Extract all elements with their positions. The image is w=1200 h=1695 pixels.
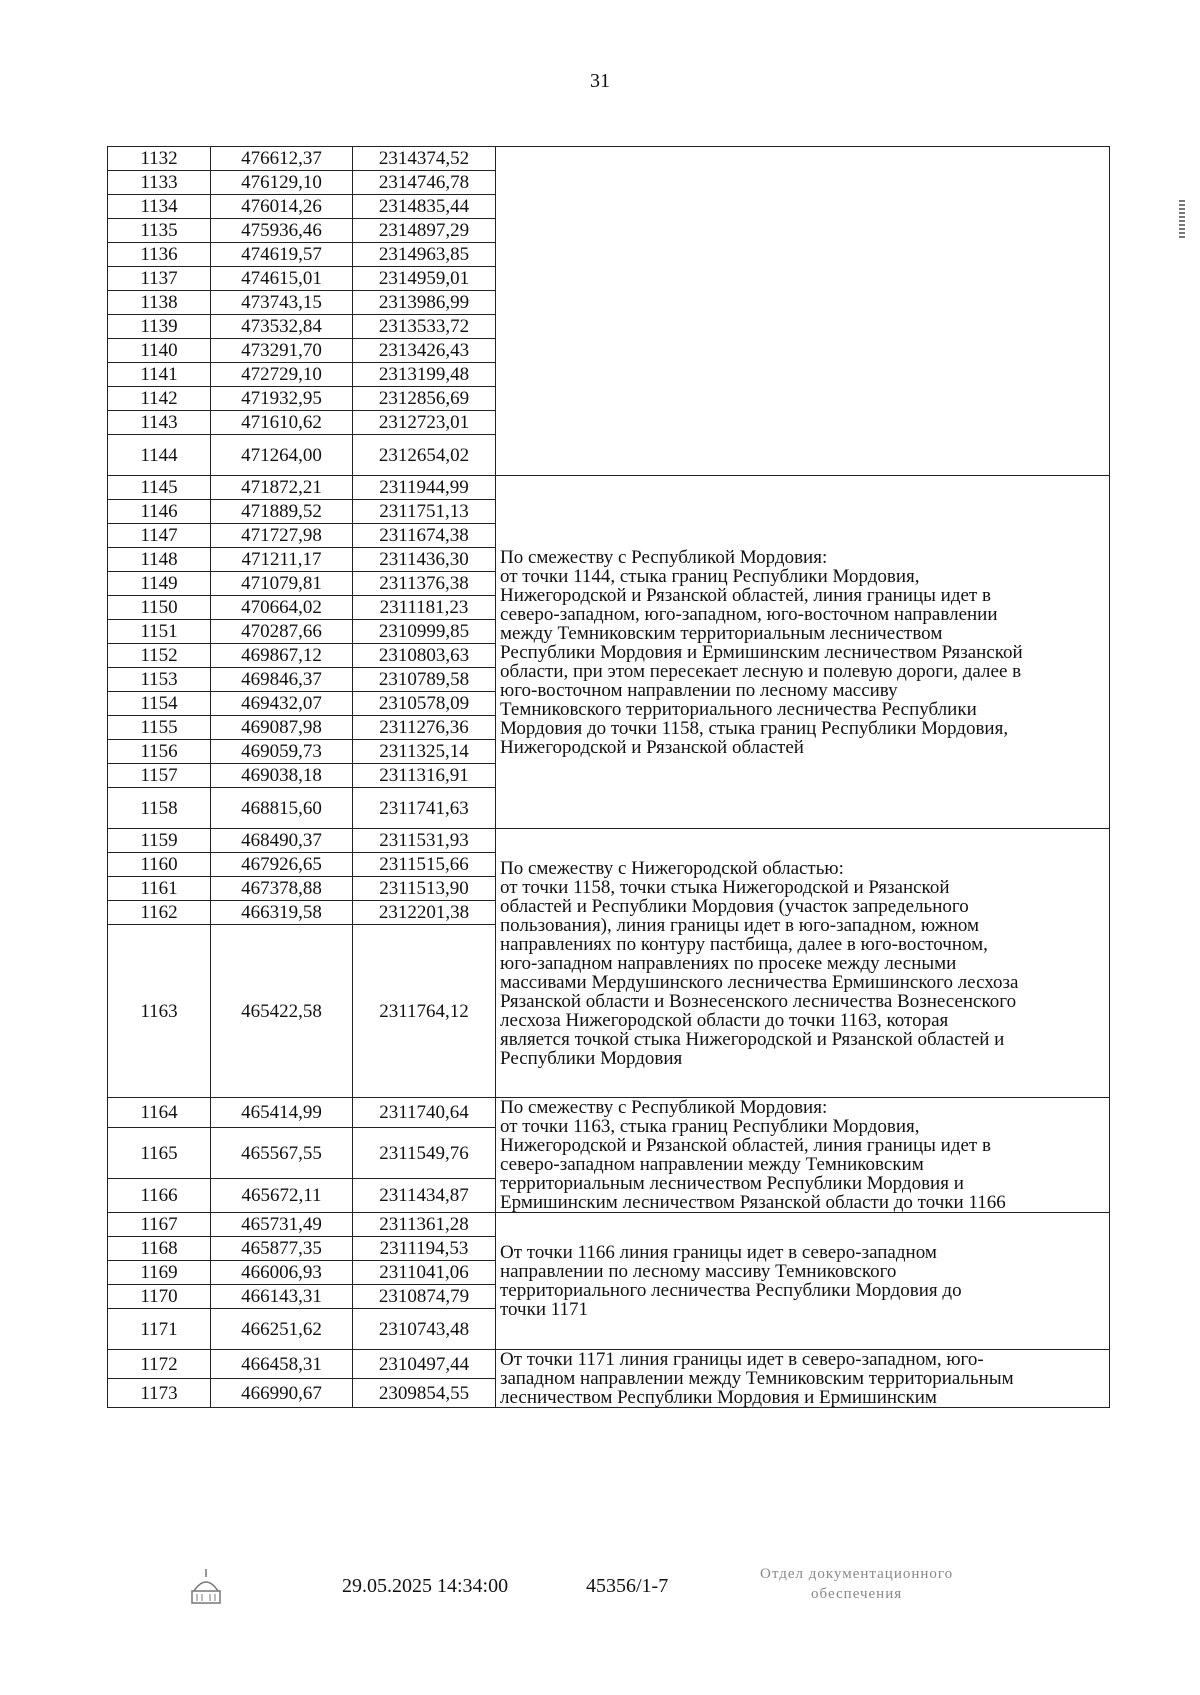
point-number-cell: 1172 — [108, 1350, 211, 1379]
y-coordinate-cell: 2314746,78 — [353, 171, 496, 195]
y-coordinate-cell: 2311740,64 — [353, 1098, 496, 1128]
y-coordinate-cell: 2312201,38 — [353, 901, 496, 925]
x-coordinate-cell: 473291,70 — [211, 339, 353, 363]
table-row — [108, 1098, 1110, 1128]
x-coordinate-cell: 465414,99 — [211, 1098, 353, 1128]
description-line: территориального лесничества Республики Мордовия до — [500, 1280, 962, 1301]
description-line: направлении по лесному массиву Темниковского — [500, 1261, 897, 1282]
point-number-cell: 1164 — [108, 1098, 211, 1128]
x-coordinate-cell: 466251,62 — [211, 1309, 353, 1350]
description-line: от точки 1163, стыка границ Республики Мордовия, — [500, 1116, 920, 1137]
y-coordinate-cell: 2310874,79 — [353, 1285, 496, 1309]
y-coordinate-cell: 2311194,53 — [353, 1237, 496, 1261]
x-coordinate-cell: 469038,18 — [211, 764, 353, 788]
x-coordinate-cell: 471932,95 — [211, 387, 353, 411]
point-number-cell: 1135 — [108, 219, 211, 243]
x-coordinate-cell: 467378,88 — [211, 877, 353, 901]
y-coordinate-cell: 2314963,85 — [353, 243, 496, 267]
description-line: Нижегородской и Рязанской областей — [500, 736, 804, 758]
y-coordinate-cell: 2310803,63 — [353, 644, 496, 668]
y-coordinate-cell: 2311434,87 — [353, 1179, 496, 1213]
description-line: От точки 1166 линия границы идет в северо-западном — [500, 1242, 937, 1263]
x-coordinate-cell: 466006,93 — [211, 1261, 353, 1285]
y-coordinate-cell: 2311764,12 — [353, 925, 496, 1098]
y-coordinate-cell: 2311944,99 — [353, 476, 496, 500]
y-coordinate-cell: 2313199,48 — [353, 363, 496, 387]
x-coordinate-cell: 465422,58 — [211, 925, 353, 1098]
description-line: лесничеством Республики Мордовия и Ермишинским — [500, 1387, 937, 1408]
point-number-cell: 1166 — [108, 1179, 211, 1213]
y-coordinate-cell: 2313533,72 — [353, 315, 496, 339]
point-number-cell: 1152 — [108, 644, 211, 668]
y-coordinate-cell: 2309854,55 — [353, 1379, 496, 1408]
y-coordinate-cell: 2311751,13 — [353, 500, 496, 524]
y-coordinate-cell: 2310578,09 — [353, 692, 496, 716]
point-number-cell: 1143 — [108, 411, 211, 435]
description-line: юго-западном направлениях по просеке между лесными — [500, 952, 957, 974]
description-line: Нижегородской и Рязанской областей, линия границы идет в — [500, 1135, 991, 1156]
description-line: от точки 1158, точки стыка Нижегородской и Рязанской — [500, 876, 950, 898]
description-line: области, при этом пересекает лесную и полевую дороги, далее в — [500, 660, 1022, 682]
x-coordinate-cell: 474619,57 — [211, 243, 353, 267]
point-number-cell: 1165 — [108, 1128, 211, 1179]
footer-document-code: 45356/1-7 — [586, 1575, 669, 1597]
boundary-description-cell — [496, 1098, 1110, 1213]
description-line: От точки 1171 линия границы идет в северо-западном, юго- — [500, 1349, 984, 1370]
point-number-cell: 1155 — [108, 716, 211, 740]
x-coordinate-cell: 471610,62 — [211, 411, 353, 435]
x-coordinate-cell: 465731,49 — [211, 1213, 353, 1237]
description-line: массивами Мердушинского лесничества Ермишинского лесхоза — [500, 971, 1019, 993]
x-coordinate-cell: 476612,37 — [211, 147, 353, 171]
table-row — [108, 147, 1110, 171]
y-coordinate-cell: 2313426,43 — [353, 339, 496, 363]
description-line: направлениях по контуру пастбища, далее в юго-восточном, — [500, 933, 988, 955]
x-coordinate-cell: 476129,10 — [211, 171, 353, 195]
description-line: северо-западном, юго-западном, юго-восточном направлении — [500, 603, 998, 625]
point-number-cell: 1145 — [108, 476, 211, 500]
point-number-cell: 1151 — [108, 620, 211, 644]
y-coordinate-cell: 2311325,14 — [353, 740, 496, 764]
footer-datetime: 29.05.2025 14:34:00 — [342, 1575, 509, 1597]
y-coordinate-cell: 2311376,38 — [353, 572, 496, 596]
description-line: пользования), линия границы идет в юго-западном, южном — [500, 914, 980, 936]
x-coordinate-cell: 466143,31 — [211, 1285, 353, 1309]
description-line: западном направлении между Темниковским территориальным — [500, 1368, 1014, 1389]
point-number-cell: 1160 — [108, 853, 211, 877]
boundary-description-cell — [496, 1213, 1110, 1350]
table-row — [108, 1350, 1110, 1379]
description-line: Темниковского территориального лесничества Республики — [500, 698, 977, 720]
description-line: По смежеству с Нижегородской областью: — [500, 857, 844, 879]
scan-margin-mark — [1179, 200, 1185, 238]
page-number: 31 — [590, 70, 610, 92]
x-coordinate-cell: 474615,01 — [211, 267, 353, 291]
y-coordinate-cell: 2313986,99 — [353, 291, 496, 315]
y-coordinate-cell: 2311436,30 — [353, 548, 496, 572]
point-number-cell: 1139 — [108, 315, 211, 339]
x-coordinate-cell: 466458,31 — [211, 1350, 353, 1379]
description-line: лесхоза Нижегородской области до точки 1163, которая — [500, 1009, 949, 1031]
point-number-cell: 1150 — [108, 596, 211, 620]
x-coordinate-cell: 473743,15 — [211, 291, 353, 315]
point-number-cell: 1149 — [108, 572, 211, 596]
description-line: Нижегородской и Рязанской областей, линия границы идет в — [500, 584, 991, 606]
point-number-cell: 1144 — [108, 435, 211, 476]
x-coordinate-cell: 473532,84 — [211, 315, 353, 339]
point-number-cell: 1170 — [108, 1285, 211, 1309]
description-line: Республики Мордовия — [500, 1047, 683, 1069]
point-number-cell: 1141 — [108, 363, 211, 387]
description-line: По смежеству с Республикой Мордовия: — [500, 1097, 828, 1118]
table-row — [108, 1213, 1110, 1237]
point-number-cell: 1137 — [108, 267, 211, 291]
y-coordinate-cell: 2311361,28 — [353, 1213, 496, 1237]
x-coordinate-cell: 476014,26 — [211, 195, 353, 219]
description-line: от точки 1144, стыка границ Республики Мордовия, — [500, 565, 920, 587]
point-number-cell: 1133 — [108, 171, 211, 195]
x-coordinate-cell: 467926,65 — [211, 853, 353, 877]
x-coordinate-cell: 468815,60 — [211, 788, 353, 829]
x-coordinate-cell: 468490,37 — [211, 829, 353, 853]
x-coordinate-cell: 475936,46 — [211, 219, 353, 243]
x-coordinate-cell: 471079,81 — [211, 572, 353, 596]
description-line: Мордовия до точки 1158, стыка границ Республики Мордовия, — [500, 717, 1009, 739]
description-line: северо-западном направлении между Темниковским — [500, 1154, 924, 1175]
y-coordinate-cell: 2314959,01 — [353, 267, 496, 291]
x-coordinate-cell: 466990,67 — [211, 1379, 353, 1408]
y-coordinate-cell: 2312856,69 — [353, 387, 496, 411]
y-coordinate-cell: 2310743,48 — [353, 1309, 496, 1350]
y-coordinate-cell: 2311531,93 — [353, 829, 496, 853]
x-coordinate-cell: 469846,37 — [211, 668, 353, 692]
y-coordinate-cell: 2311276,36 — [353, 716, 496, 740]
y-coordinate-cell: 2311513,90 — [353, 877, 496, 901]
boundary-description-cell — [496, 476, 1110, 829]
boundary-coordinates-table — [107, 146, 1110, 1408]
y-coordinate-cell: 2310789,58 — [353, 668, 496, 692]
y-coordinate-cell: 2311041,06 — [353, 1261, 496, 1285]
point-number-cell: 1147 — [108, 524, 211, 548]
x-coordinate-cell: 465877,35 — [211, 1237, 353, 1261]
description-line: Рязанской области и Вознесенского лесничества Вознесенского — [500, 990, 1017, 1012]
point-number-cell: 1142 — [108, 387, 211, 411]
y-coordinate-cell: 2311741,63 — [353, 788, 496, 829]
description-line: территориальным лесничеством Республики Мордовия и — [500, 1173, 964, 1194]
point-number-cell: 1161 — [108, 877, 211, 901]
point-number-cell: 1154 — [108, 692, 211, 716]
y-coordinate-cell: 2312654,02 — [353, 435, 496, 476]
x-coordinate-cell: 470287,66 — [211, 620, 353, 644]
point-number-cell: 1136 — [108, 243, 211, 267]
stamp-line-1: Отдел документационного — [760, 1566, 954, 1582]
x-coordinate-cell: 466319,58 — [211, 901, 353, 925]
point-number-cell: 1168 — [108, 1237, 211, 1261]
emblem-icon — [186, 1567, 226, 1607]
x-coordinate-cell: 471264,00 — [211, 435, 353, 476]
x-coordinate-cell: 469432,07 — [211, 692, 353, 716]
description-line: является точкой стыка Нижегородской и Рязанской областей и — [500, 1028, 1005, 1050]
description-line: юго-восточном направлении по лесному массиву — [500, 679, 898, 701]
x-coordinate-cell: 471889,52 — [211, 500, 353, 524]
y-coordinate-cell: 2311316,91 — [353, 764, 496, 788]
point-number-cell: 1157 — [108, 764, 211, 788]
x-coordinate-cell: 469059,73 — [211, 740, 353, 764]
x-coordinate-cell: 465672,11 — [211, 1179, 353, 1213]
x-coordinate-cell: 472729,10 — [211, 363, 353, 387]
department-stamp — [760, 1564, 953, 1604]
y-coordinate-cell: 2314835,44 — [353, 195, 496, 219]
description-line: Республики Мордовия и Ермишинским лесничеством Рязанской — [500, 641, 1023, 663]
y-coordinate-cell: 2310999,85 — [353, 620, 496, 644]
point-number-cell: 1153 — [108, 668, 211, 692]
x-coordinate-cell: 469867,12 — [211, 644, 353, 668]
description-line: Ермишинским лесничеством Рязанской области до точки 1166 — [500, 1192, 1006, 1213]
point-number-cell: 1167 — [108, 1213, 211, 1237]
point-number-cell: 1156 — [108, 740, 211, 764]
point-number-cell: 1140 — [108, 339, 211, 363]
y-coordinate-cell: 2310497,44 — [353, 1350, 496, 1379]
point-number-cell: 1146 — [108, 500, 211, 524]
y-coordinate-cell: 2312723,01 — [353, 411, 496, 435]
point-number-cell: 1169 — [108, 1261, 211, 1285]
table-row — [108, 829, 1110, 853]
point-number-cell: 1148 — [108, 548, 211, 572]
y-coordinate-cell: 2311515,66 — [353, 853, 496, 877]
point-number-cell: 1173 — [108, 1379, 211, 1408]
x-coordinate-cell: 471872,21 — [211, 476, 353, 500]
y-coordinate-cell: 2314897,29 — [353, 219, 496, 243]
point-number-cell: 1171 — [108, 1309, 211, 1350]
description-line: между Темниковским территориальным лесничеством — [500, 622, 943, 644]
description-line: По смежеству с Республикой Мордовия: — [500, 546, 828, 568]
x-coordinate-cell: 471727,98 — [211, 524, 353, 548]
x-coordinate-cell: 470664,02 — [211, 596, 353, 620]
boundary-description-cell — [496, 147, 1110, 476]
table-row — [108, 476, 1110, 500]
description-line: точки 1171 — [500, 1299, 589, 1320]
point-number-cell: 1134 — [108, 195, 211, 219]
x-coordinate-cell: 469087,98 — [211, 716, 353, 740]
stamp-line-2: обеспечения — [811, 1586, 903, 1602]
y-coordinate-cell: 2311181,23 — [353, 596, 496, 620]
boundary-description-cell — [496, 829, 1110, 1098]
description-line: областей и Республики Мордовия (участок запредельного — [500, 895, 969, 917]
point-number-cell: 1163 — [108, 925, 211, 1098]
point-number-cell: 1159 — [108, 829, 211, 853]
point-number-cell: 1132 — [108, 147, 211, 171]
point-number-cell: 1162 — [108, 901, 211, 925]
x-coordinate-cell: 465567,55 — [211, 1128, 353, 1179]
point-number-cell: 1138 — [108, 291, 211, 315]
point-number-cell: 1158 — [108, 788, 211, 829]
y-coordinate-cell: 2314374,52 — [353, 147, 496, 171]
boundary-description-cell — [496, 1350, 1110, 1408]
y-coordinate-cell: 2311549,76 — [353, 1128, 496, 1179]
y-coordinate-cell: 2311674,38 — [353, 524, 496, 548]
x-coordinate-cell: 471211,17 — [211, 548, 353, 572]
